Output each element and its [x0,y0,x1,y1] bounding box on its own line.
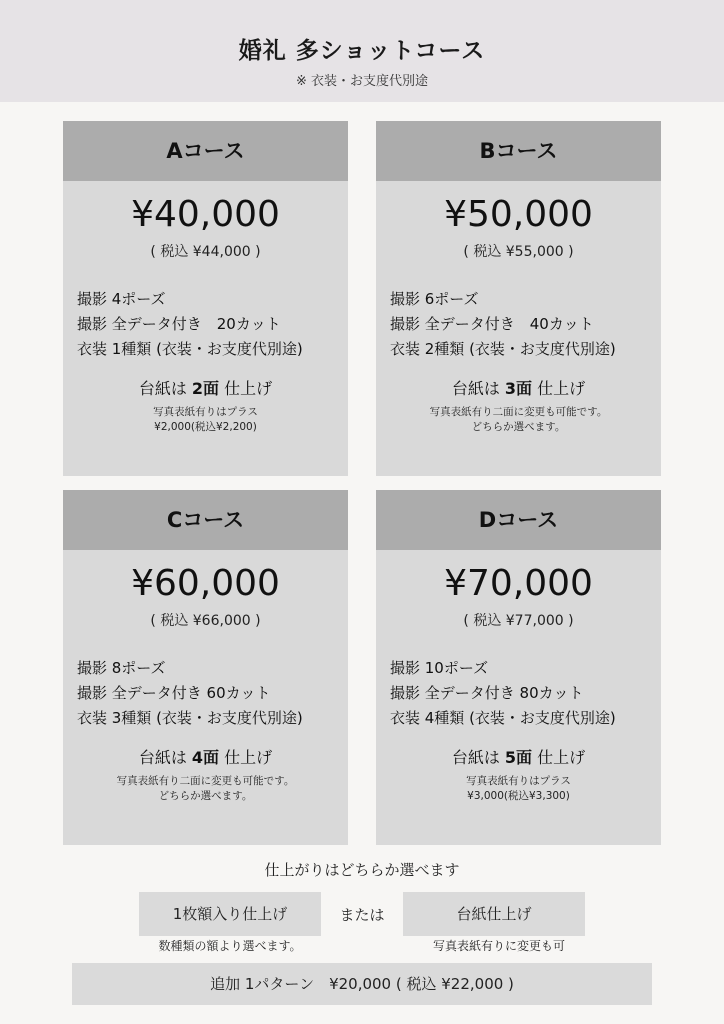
feature-item: 撮影 8ポーズ [77,659,166,677]
finish-heading: 仕上がりはどちらか選べます [264,861,460,879]
album-prefix: 台紙は [138,379,187,398]
album-count: 2面 [191,379,220,398]
course-name: Cコース [63,490,348,550]
album-info [376,745,661,768]
course-tax-price: ( 税込 ¥55,000 ) [463,244,574,260]
feature-item: 撮影 10ポーズ [390,659,489,677]
course-tax-price: ( 税込 ¥66,000 ) [150,613,261,629]
course-price: ¥40,000 [131,194,280,235]
course-tax-price: ( 税込 ¥77,000 ) [463,613,574,629]
page-title: 婚礼 多ショットコース [238,38,486,64]
feature-item: 撮影 4ポーズ [77,290,166,308]
album-suffix: 仕上げ [224,379,273,398]
course-name: Aコース [63,121,348,181]
course-price: ¥70,000 [444,563,593,604]
album-prefix: 台紙は [451,748,500,767]
course-price: ¥50,000 [444,194,593,235]
course-note [63,405,348,435]
course-card-c [63,490,348,845]
note-line: ¥2,000(税込¥2,200) [154,421,257,433]
album-suffix: 仕上げ [537,379,586,398]
course-price: ¥60,000 [131,563,280,604]
finish-note-album: 写真表紙有りに変更も可 [432,939,565,953]
course-features [376,656,661,731]
note-line: 写真表紙有りはプラス [466,775,571,787]
finish-or-text: または [339,906,385,924]
finish-option-frame: 1枚額入り仕上げ [139,892,321,936]
album-count: 3面 [504,379,533,398]
album-info [63,745,348,768]
feature-item: 衣装 3種類 (衣装・お支度代別途) [77,709,303,727]
note-line: どちらか選べます。 [471,421,566,433]
note-line: 写真表紙有り二面に変更も可能です。 [429,406,608,418]
feature-item: 衣装 1種類 (衣装・お支度代別途) [77,340,303,358]
course-name: Dコース [376,490,661,550]
album-count: 5面 [504,748,533,767]
note-line: どちらか選べます。 [158,790,253,802]
feature-item: 撮影 6ポーズ [390,290,479,308]
note-line: 写真表紙有りはプラス [153,406,258,418]
album-suffix: 仕上げ [537,748,586,767]
course-card-d [376,490,661,845]
note-line: 写真表紙有り二面に変更も可能です。 [116,775,295,787]
course-note [376,405,661,435]
course-card-a [63,121,348,476]
album-prefix: 台紙は [138,748,187,767]
feature-item: 撮影 全データ付き 20カット [77,315,281,333]
page-subtitle: ※ 衣装・お支度代別途 [295,74,429,89]
album-info [63,376,348,399]
feature-item: 衣装 2種類 (衣装・お支度代別途) [390,340,616,358]
course-features [63,287,348,362]
album-count: 4面 [191,748,220,767]
feature-item: 撮影 全データ付き 60カット [77,684,271,702]
feature-item: 撮影 全データ付き 80カット [390,684,584,702]
header-banner [0,0,724,102]
finish-note-frame: 数種類の額より選べます。 [158,939,302,953]
feature-item: 撮影 全データ付き 40カット [390,315,594,333]
course-card-b [376,121,661,476]
course-tax-price: ( 税込 ¥44,000 ) [150,244,261,260]
album-info [376,376,661,399]
course-features [376,287,661,362]
extra-pattern-price: 追加 1パターン ¥20,000 ( 税込 ¥22,000 ) [72,963,652,1005]
course-name: Bコース [376,121,661,181]
album-prefix: 台紙は [451,379,500,398]
course-features [63,656,348,731]
course-note [376,774,661,804]
album-suffix: 仕上げ [224,748,273,767]
feature-item: 衣装 4種類 (衣装・お支度代別途) [390,709,616,727]
finish-option-album: 台紙仕上げ [403,892,585,936]
note-line: ¥3,000(税込¥3,300) [467,790,570,802]
course-note [63,774,348,804]
